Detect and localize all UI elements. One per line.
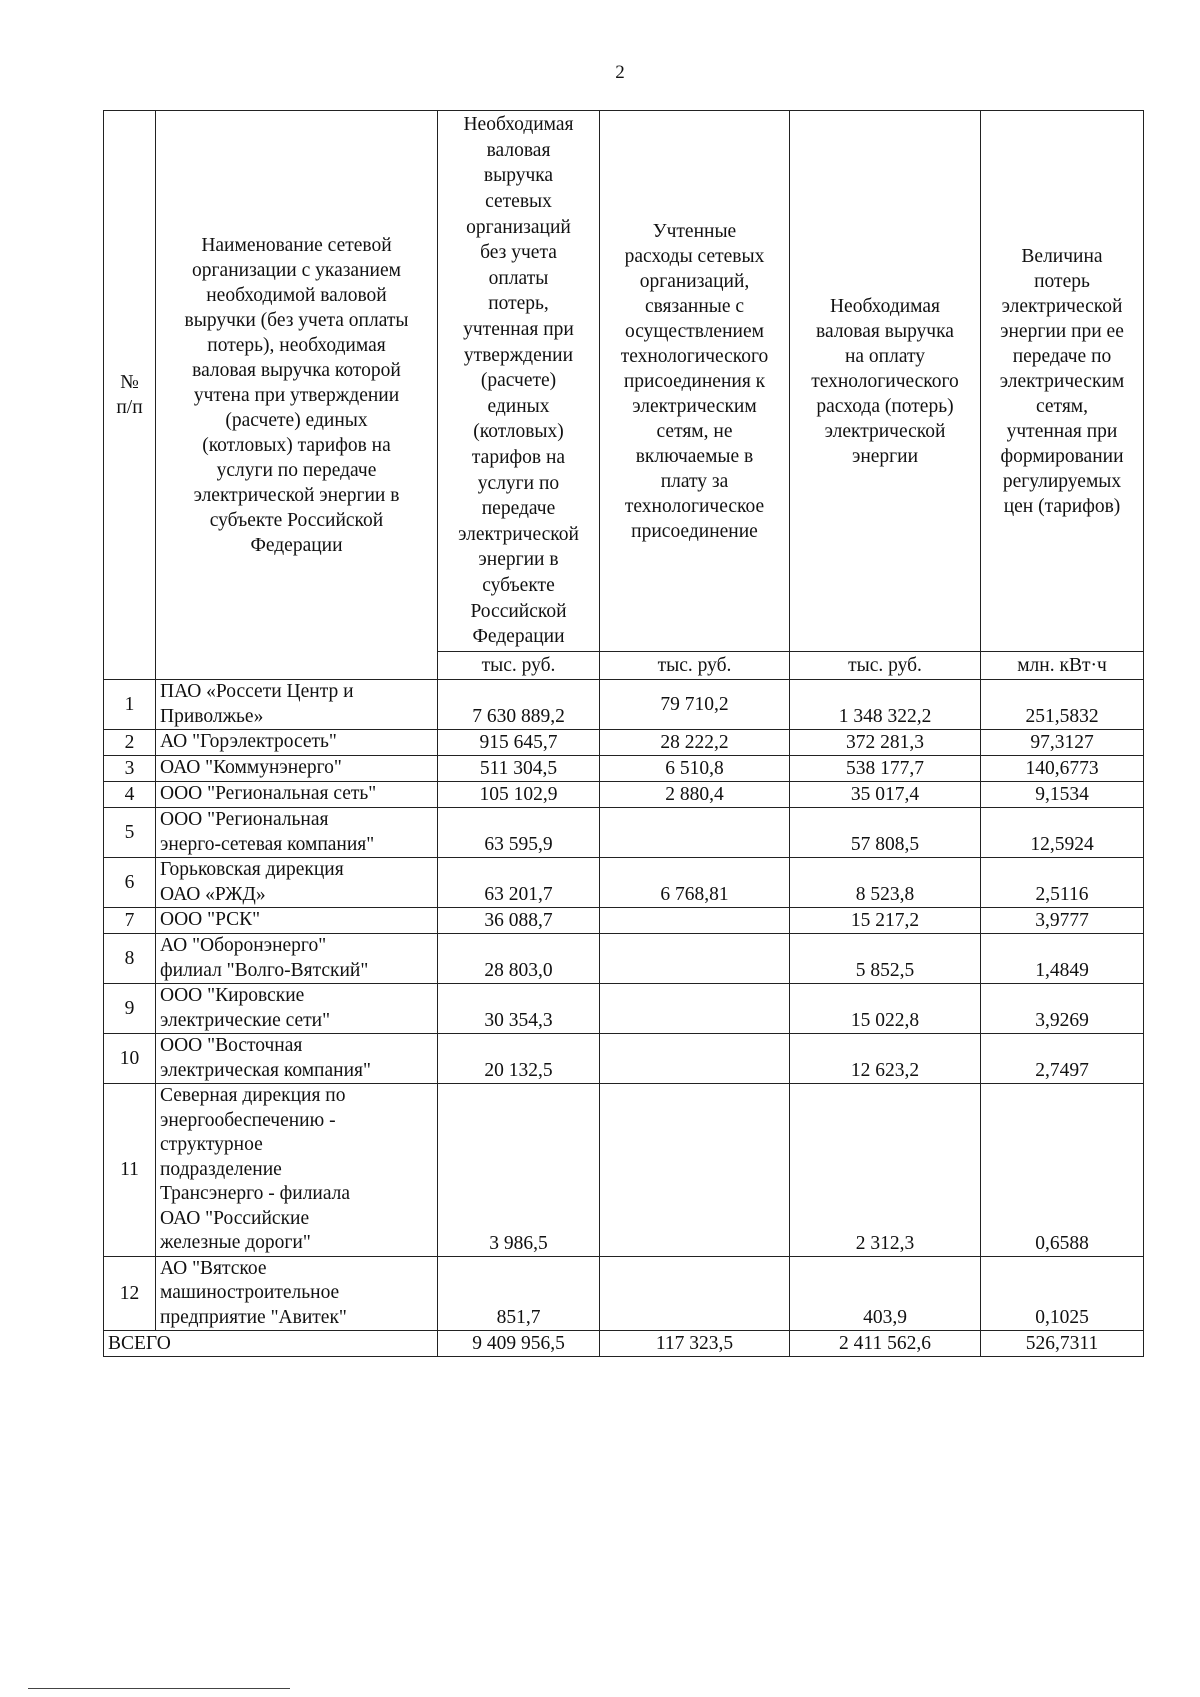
row-organization-name: Северная дирекция по энергообеспечению - структурное подразделение Трансэнерго - филиала ОАО "Российские железные дороги" xyxy=(156,1084,438,1257)
row-nvv: 28 803,0 xyxy=(438,934,600,984)
row-losses-cost: 57 808,5 xyxy=(790,808,981,858)
table-row xyxy=(104,730,1144,756)
row-number: 4 xyxy=(104,782,156,808)
row-losses-cost: 1 348 322,2 xyxy=(790,680,981,730)
row-losses-cost: 372 281,3 xyxy=(790,730,981,756)
row-losses-volume: 3,9269 xyxy=(981,984,1144,1034)
row-organization-name: ООО "Восточная электрическая компания" xyxy=(156,1034,438,1084)
row-organization-name: АО "Горэлектросеть" xyxy=(156,730,438,756)
unit-nvv: тыс. руб. xyxy=(438,652,600,680)
row-number: 12 xyxy=(104,1256,156,1331)
unit-losses-volume: млн. кВт·ч xyxy=(981,652,1144,680)
row-losses-volume: 97,3127 xyxy=(981,730,1144,756)
row-tp-costs xyxy=(600,808,790,858)
row-nvv: 105 102,9 xyxy=(438,782,600,808)
row-number: 1 xyxy=(104,680,156,730)
row-losses-volume: 3,9777 xyxy=(981,908,1144,934)
tariff-table xyxy=(103,110,1144,1357)
row-number: 8 xyxy=(104,934,156,984)
row-losses-cost: 12 623,2 xyxy=(790,1034,981,1084)
header-number: № п/п xyxy=(104,111,156,680)
row-losses-volume: 0,6588 xyxy=(981,1084,1144,1257)
header-losses-cost: Необходимая валовая выручка на оплату технологического расхода (потерь) электрической энергии xyxy=(790,111,981,652)
row-number: 3 xyxy=(104,756,156,782)
row-losses-cost: 35 017,4 xyxy=(790,782,981,808)
row-nvv: 36 088,7 xyxy=(438,908,600,934)
row-number: 7 xyxy=(104,908,156,934)
row-tp-costs: 6 510,8 xyxy=(600,756,790,782)
row-tp-costs xyxy=(600,934,790,984)
footnote-divider xyxy=(28,1688,290,1689)
row-number: 10 xyxy=(104,1034,156,1084)
header-row xyxy=(104,111,1144,652)
total-losses-cost: 2 411 562,6 xyxy=(790,1331,981,1357)
row-tp-costs xyxy=(600,908,790,934)
header-organization-name: Наименование сетевой организации с указанием необходимой валовой выручки (без учета оплаты потерь), необходимая валовая выручка которой учтена при утверждении (расчете) единых (котловых) тарифов на услуги по передаче электрической энергии в субъекте Российской Федерации xyxy=(156,111,438,680)
total-row xyxy=(104,1331,1144,1357)
row-losses-volume: 2,7497 xyxy=(981,1034,1144,1084)
row-nvv: 7 630 889,2 xyxy=(438,680,600,730)
table-row xyxy=(104,680,1144,730)
row-losses-volume: 1,4849 xyxy=(981,934,1144,984)
table-body xyxy=(104,680,1144,1331)
unit-tp: тыс. руб. xyxy=(600,652,790,680)
table-row xyxy=(104,984,1144,1034)
row-tp-costs xyxy=(600,984,790,1034)
row-tp-costs xyxy=(600,1256,790,1331)
table-row xyxy=(104,1084,1144,1257)
row-tp-costs xyxy=(600,1084,790,1257)
row-tp-costs: 28 222,2 xyxy=(600,730,790,756)
table-row xyxy=(104,782,1144,808)
table-row xyxy=(104,808,1144,858)
row-number: 11 xyxy=(104,1084,156,1257)
row-losses-volume: 12,5924 xyxy=(981,808,1144,858)
table-row xyxy=(104,934,1144,984)
total-losses-volume: 526,7311 xyxy=(981,1331,1144,1357)
table-row xyxy=(104,756,1144,782)
row-losses-cost: 2 312,3 xyxy=(790,1084,981,1257)
row-losses-volume: 0,1025 xyxy=(981,1256,1144,1331)
row-nvv: 511 304,5 xyxy=(438,756,600,782)
row-nvv: 915 645,7 xyxy=(438,730,600,756)
row-organization-name: ООО "Региональная энерго-сетевая компания" xyxy=(156,808,438,858)
row-number: 9 xyxy=(104,984,156,1034)
row-nvv: 20 132,5 xyxy=(438,1034,600,1084)
row-nvv: 3 986,5 xyxy=(438,1084,600,1257)
row-organization-name: Горьковская дирекция ОАО «РЖД» xyxy=(156,858,438,908)
row-losses-volume: 251,5832 xyxy=(981,680,1144,730)
page-number: 2 xyxy=(615,62,625,83)
row-organization-name: АО "Вятское машиностроительное предприятие "Авитек" xyxy=(156,1256,438,1331)
row-tp-costs: 6 768,81 xyxy=(600,858,790,908)
row-organization-name: ОАО "Коммунэнерго" xyxy=(156,756,438,782)
row-losses-cost: 8 523,8 xyxy=(790,858,981,908)
table-row xyxy=(104,858,1144,908)
row-losses-cost: 15 022,8 xyxy=(790,984,981,1034)
row-losses-volume: 140,6773 xyxy=(981,756,1144,782)
row-nvv: 851,7 xyxy=(438,1256,600,1331)
row-losses-cost: 538 177,7 xyxy=(790,756,981,782)
row-losses-cost: 403,9 xyxy=(790,1256,981,1331)
row-tp-costs xyxy=(600,1034,790,1084)
total-nvv: 9 409 956,5 xyxy=(438,1331,600,1357)
row-organization-name: АО "Оборонэнерго" филиал "Волго-Вятский" xyxy=(156,934,438,984)
row-losses-volume: 9,1534 xyxy=(981,782,1144,808)
table-row xyxy=(104,1034,1144,1084)
row-number: 6 xyxy=(104,858,156,908)
row-losses-volume: 2,5116 xyxy=(981,858,1144,908)
row-organization-name: ООО "Кировские электрические сети" xyxy=(156,984,438,1034)
row-organization-name: ООО "Региональная сеть" xyxy=(156,782,438,808)
header-nvv: Необходимая валовая выручка сетевых организаций без учета оплаты потерь, учтенная при утверждении (расчете) единых (котловых) тарифов на услуги по передаче электрической энергии в субъекте Российской Федерации xyxy=(438,111,600,652)
row-nvv: 30 354,3 xyxy=(438,984,600,1034)
row-tp-costs: 2 880,4 xyxy=(600,782,790,808)
row-organization-name: ООО "РСК" xyxy=(156,908,438,934)
row-tp-costs: 79 710,2 xyxy=(600,680,790,730)
header-tp-costs: Учтенные расходы сетевых организаций, связанные с осуществлением технологического присоединения к электрическим сетям, не включаемые в плату за технологическое присоединение xyxy=(600,111,790,652)
table-row xyxy=(104,908,1144,934)
row-nvv: 63 201,7 xyxy=(438,858,600,908)
row-number: 2 xyxy=(104,730,156,756)
total-label: ВСЕГО xyxy=(104,1331,438,1357)
row-number: 5 xyxy=(104,808,156,858)
row-losses-cost: 5 852,5 xyxy=(790,934,981,984)
table-row xyxy=(104,1256,1144,1331)
header-losses-volume: Величина потерь электрической энергии при ее передаче по электрическим сетям, учтенная при формировании регулируемых цен (тарифов) xyxy=(981,111,1144,652)
total-tp: 117 323,5 xyxy=(600,1331,790,1357)
row-nvv: 63 595,9 xyxy=(438,808,600,858)
row-organization-name: ПАО «Россети Центр и Приволжье» xyxy=(156,680,438,730)
unit-losses-cost: тыс. руб. xyxy=(790,652,981,680)
row-losses-cost: 15 217,2 xyxy=(790,908,981,934)
